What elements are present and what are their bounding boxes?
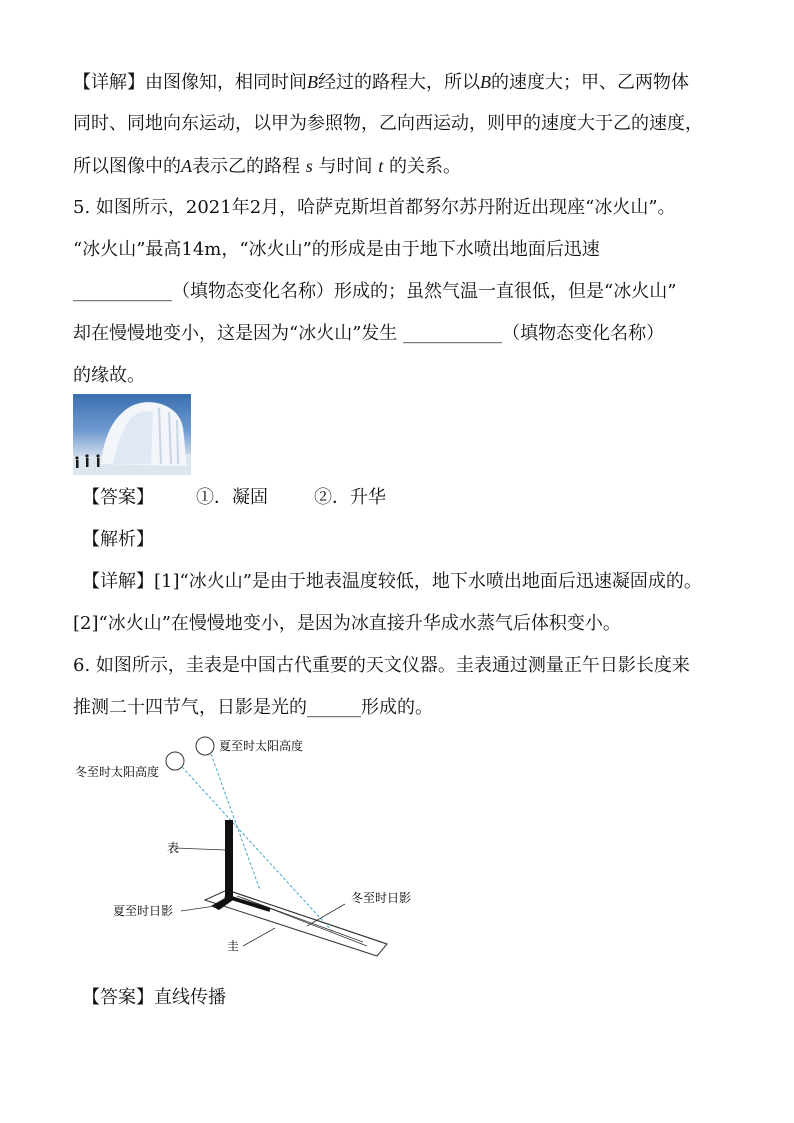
q5-line-3: ___________（填物态变化名称）形成的；虽然气温一直很低，但是“冰火山” bbox=[73, 281, 677, 302]
q5-detail-1: 【详解】[1]“冰火山”是由于地表温度较低，地下水喷出地面后迅速凝固成的。 bbox=[82, 571, 702, 592]
q5-line-1: 5. 如图所示，2021年2月，哈萨克斯坦首都努尔苏丹附近出现座“冰火山”。 bbox=[73, 197, 676, 218]
gui-label: 圭 bbox=[227, 939, 240, 953]
q6-line-2: 推测二十四节气，日影是光的______形成的。 bbox=[73, 697, 433, 718]
biao-label: 表 bbox=[167, 841, 180, 855]
ice-volcano-photo bbox=[73, 394, 191, 475]
q5-line-4: 却在慢慢地变小，这是因为“冰火山”发生 ___________（填物态变化名称） bbox=[73, 323, 665, 344]
q6-answer: 【答案】直线传播 bbox=[82, 987, 226, 1008]
summer-sun-label: 夏至时太阳高度 bbox=[219, 739, 304, 753]
ice-volcano-illustration bbox=[73, 394, 191, 475]
q5-analysis-heading: 【解析】 bbox=[82, 529, 154, 550]
q5-line-2: “冰火山”最高14m，“冰火山”的形成是由于地下水喷出地面后迅速 bbox=[73, 239, 600, 260]
detail-line-1: 【详解】由图像知，相同时间B经过的路程大，所以B的速度大；甲、乙两物体 bbox=[73, 72, 689, 93]
summer-sun-icon bbox=[196, 737, 214, 755]
biao-pillar bbox=[225, 820, 233, 898]
gnomon-diagram bbox=[75, 728, 435, 973]
winter-sun-icon bbox=[166, 752, 184, 770]
detail-line-2: 同时、同地向东运动，以甲为参照物，乙向西运动，则甲的速度大于乙的速度， bbox=[73, 113, 703, 134]
winter-sun-label: 冬至时太阳高度 bbox=[75, 765, 160, 779]
summer-shadow-label: 夏至时日影 bbox=[113, 904, 174, 918]
q6-line-1: 6. 如图所示，圭表是中国古代重要的天文仪器。圭表通过测量正午日影长度来 bbox=[73, 655, 690, 676]
detail-line-3: 所以图像中的A表示乙的路程 s 与时间 t 的关系。 bbox=[73, 156, 461, 177]
q5-line-5: 的缘故。 bbox=[73, 365, 145, 386]
winter-shadow-label: 冬至时日影 bbox=[351, 891, 412, 905]
q5-detail-2: [2]“冰火山”在慢慢地变小，是因为冰直接升华成水蒸气后体积变小。 bbox=[73, 613, 621, 634]
summer-shadow-mark bbox=[225, 896, 270, 910]
q5-answer: 【答案】 ①．凝固 ②．升华 bbox=[82, 487, 386, 508]
